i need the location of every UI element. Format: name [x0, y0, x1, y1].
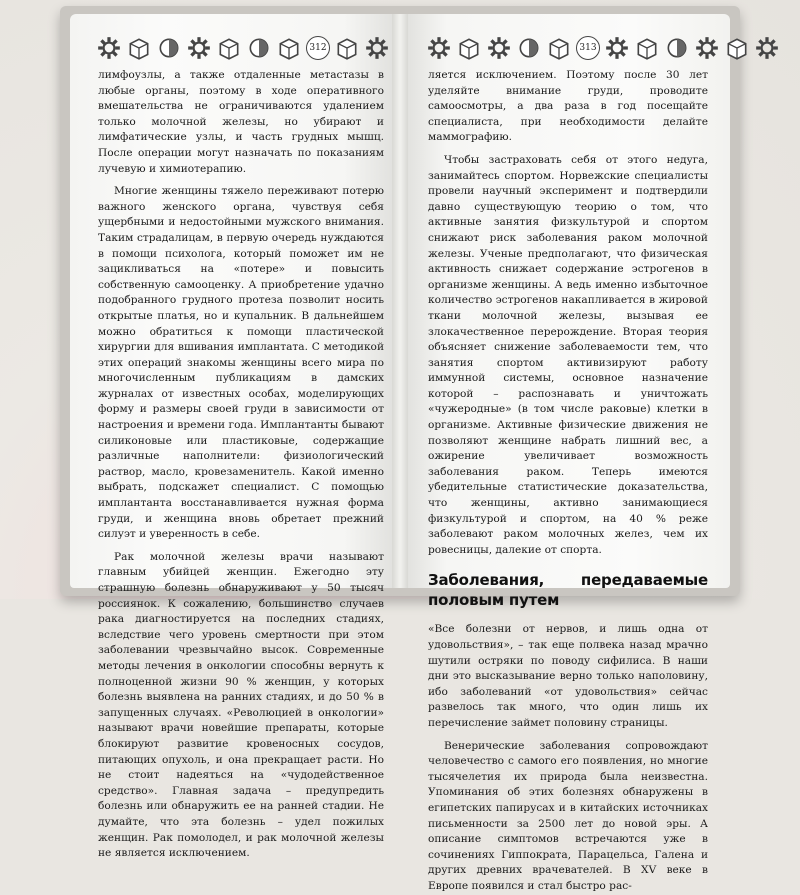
- left-page-header-ornament: [96, 32, 378, 64]
- right-page-header-ornament: [426, 32, 708, 64]
- letter-block-icon: [216, 35, 242, 61]
- gear-icon: [96, 35, 122, 61]
- paragraph: «Все болезни от нервов, и лишь одна от удовольствия», – так еще полвека назад мрачно шутили остряки по поводу сифилиса. В наши дни это высказывание верно только наполовину, ибо заболеваний «от удовольствия» сейчас развелось так много, что один лишь их перечисление займет половину страницы.: [428, 623, 708, 729]
- ball-icon: [246, 35, 272, 61]
- open-book: [60, 6, 740, 892]
- left-page: [70, 14, 392, 860]
- paragraph: лимфоузлы, а также отдаленные метастазы в любые органы, поэтому в ходе оперативного вмешательства не ограничиваются удалением только молочной железы, но убирают и лимфатические узлы, и часть грудных мышц. После операции могут назначать по показаниям лучевую и химиотерапию.: [98, 69, 384, 175]
- ball-icon: [664, 35, 690, 61]
- gear-icon: [604, 35, 630, 61]
- right-page: [408, 14, 730, 892]
- paragraph: Чтобы застраховать себя от этого недуга, занимайтесь спортом. Норвежские специалисты провели научный эксперимент и подтвердили давно существующую теорию о том, что активные занятия физкультурой и спортом снижают риск заболевания раком молочной железы. Ученые предполагают, что физическая активность снижает содержание эстрогенов в организме женщины. А ведь именно избыточное количество эстрогенов накапливается в жировой ткани молочной железы, вызывая ее злокачественное перерождение. Вторая теория объясняет снижение заболеваемости тем, что занятия спортом активизируют работу иммунной системы, основное назначение которой – распознавать и уничтожать «чужеродные» (в том числе раковые) клетки в организме. Активные физические движения не позволяют женщине набрать лишний вес, а ожирение увеличивает возможность заболевания раком. Теперь имеются убедительные статистические доказательства, что женщины, активно занимающиеся физкультурой и спортом, на 40 % реже заболевают раком молочных желез, чем их ровесницы, далекие от спорта.: [428, 153, 708, 556]
- paragraph: Рак молочной железы врачи называют главным убийцей женщин. Ежегодно эту страшную болезнь обнаруживают у 50 тысяч россиянок. К сожалению, большинство случаев рака диагностируется на последних стадиях, вследствие чего уровень смертности при этом заболевании чрезвычайно высок. Современные методы лечения в онкологии способны вернуть к полноценной жизни 90 % женщин, у которых болезнь выявлена на ранних стадиях, и до 50 % в запущенных случаях. «Революцией в онкологии» называют врачи новейшие препараты, которые блокируют развитие кровеносных сосудов, питающих опухоль, и она прекращает расти. Но не стоит надеяться на «чудодейственное средство». Главная задача – предупредить болезнь или обнаружить ее на ранней стадии. Не думайте, что эта болезнь – удел пожилых женщин. Рак помолодел, и рак молочной железы не является исключением.: [98, 550, 384, 860]
- letter-block-icon: [546, 35, 572, 61]
- letter-block-icon: [126, 35, 152, 61]
- right-page-text: [428, 68, 708, 892]
- left-page-text: [98, 68, 384, 860]
- letter-block-icon: [456, 35, 482, 61]
- gear-icon: [186, 35, 212, 61]
- letter-block-icon: [724, 35, 750, 61]
- page-number-right: 313: [576, 36, 600, 60]
- letter-block-icon: [634, 35, 660, 61]
- letter-block-icon: [334, 35, 360, 61]
- paragraph: ляется исключением. Поэтому после 30 лет уделяйте внимание груди, проводите самоосмотры, а два раза в год посещайте специалиста, при необходимости делайте маммографию.: [428, 69, 708, 144]
- paragraph: Венерические заболевания сопровождают человечество с самого его появления, но многие тысячелетия их природа была неизвестна. Упоминания об этих болезнях обнаружены в египетских папирусах и в китайских источниках письменности за 2500 лет до новой эры. А описание симптомов встречаются уже в сочинениях Гиппократа, Парацельса, Галена и других древних врачевателей. В XV веке в Европе появился и стал быстро рас-: [428, 739, 708, 892]
- section-title: Заболевания, передаваемые половым путем: [428, 571, 708, 610]
- gear-icon: [364, 35, 390, 61]
- ball-icon: [516, 35, 542, 61]
- gear-icon: [486, 35, 512, 61]
- paragraph: Многие женщины тяжело переживают потерю важного женского органа, чувствуя себя ущербными и недостойными мужского внимания. Таким страдалицам, в первую очередь нуждаются в помощи психолога, который поможет им не зацикливаться на «потере» и повысить собственную самооценку. А приобретение удачно подобранного грудного протеза позволит носить открытые платья, но и купальник. В дальнейшем можно обратиться к помощи пластической хирургии для вшивания имплантата. С методикой этих операций знакомы женщины всего мира по многочисленным публикациям в дамских журналах от известных особах, моделирующих форму и размеры своей груди в зависимости от настроения и времени года. Имплантанты бывают силиконовые или пластиковые, содержащие различные наполнители: физиологический раствор, масло, кровезаменитель. Какой именно выбрать, подскажет специалист. С помощью имплантанта восстанавливается нужная форма груди, и женщина вновь обретает прежний силуэт и уверенность в себе.: [98, 185, 384, 541]
- letter-block-icon: [276, 35, 302, 61]
- gear-icon: [754, 35, 780, 61]
- gear-icon: [694, 35, 720, 61]
- book-spine: [392, 14, 408, 588]
- gear-icon: [426, 35, 452, 61]
- page-number-left: 312: [306, 36, 330, 60]
- ball-icon: [156, 35, 182, 61]
